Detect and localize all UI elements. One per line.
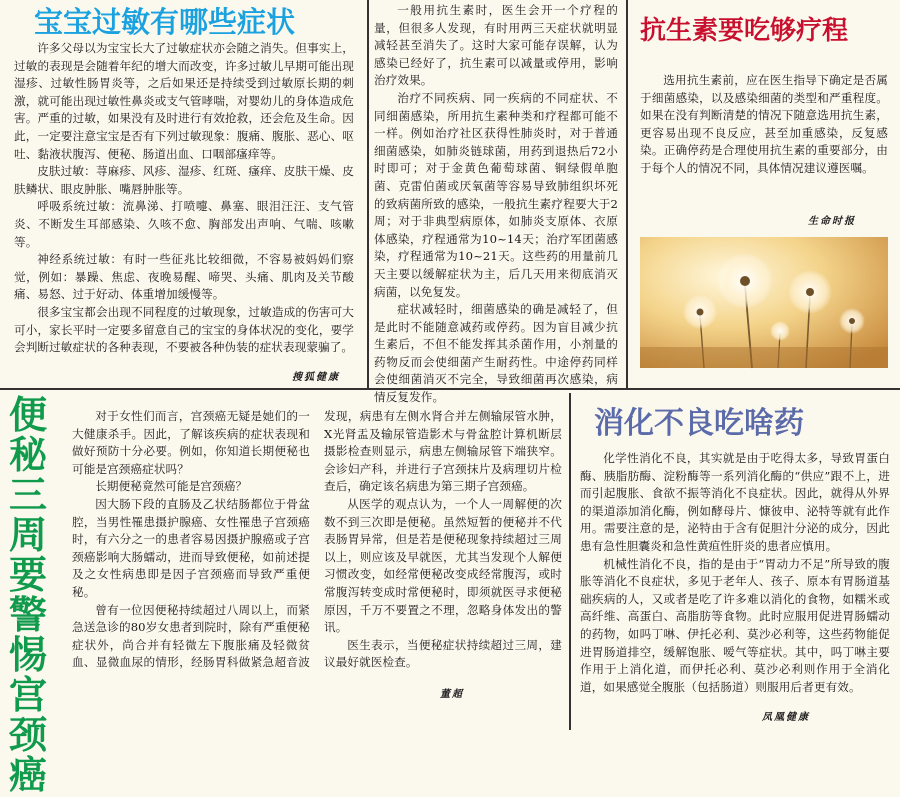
article5-title: 消化不良吃啥药 [594,406,804,441]
dandelion-illustration [640,237,888,368]
article2-paragraph: 治疗不同疾病、同一疾病的不同症状、不同细菌感染，所用抗生素种类和疗程都可能不一样。例如治疗社区获得性肺炎时，对于普通细菌感染，如肺炎链球菌，用药到退热后72小时即可；对于金黄色葡萄球菌、铜绿假单胞菌、克雷伯菌或厌氧菌等容易导致肺组织坏死的致病菌所致的感染，一般抗生素疗程要大于2周；对于非典型病原体，如肺炎支原体、衣原体感染，疗程通常为10~14天；治疗军团菌感染，疗程通常为10~21天。这些药的用量前几天主要以缓解症状为主，后几天用来彻底消灭病菌，以免复发。 [374,90,618,299]
article1-paragraph: 神经系统过敏：有时一些征兆比较细微，不容易被妈妈们察觉，例如：暴躁、焦虑、夜晚易醒、啼哭、头痛、肌肉及关节酸痛、易怒、过于好动、体重增加缓慢等。 [14,252,354,302]
article4-paragraph: 医生表示，当便秘症状持续超过三周，建议最好就医检查。 [324,637,562,670]
article4-credit: 董超 [440,689,464,700]
article4-title: 便 秘 三 周 要 警 惕 宫 颈 癌 [8,393,47,797]
article5-body [580,450,890,700]
article5-paragraph: 机械性消化不良，指的是由于“胃动力不足”所导致的腹胀等消化不良症状，多见于老年人、孩子、原本有胃肠道基础疾病的人，又或者是吃了许多难以消化的食物，如糯米或高纤维、高蛋白、高脂肪等食物。此时应服用促进胃肠蠕动的药物，如吗丁啉、伊托必利、莫沙必利等，这些药物能促进胃肠道排空，缓解饱胀、嗳气等症状。其中，吗丁啉主要作用于上消化道，而伊托必利、莫沙必利则作用于全消化道，如果感觉全腹胀（包括肠道）则服用后者更有效。 [580,556,890,694]
article5-credit: 凤凰健康 [762,712,810,723]
vertical-rule-bottom [569,393,571,730]
article4-paragraph: 曾有一位因便秘持续超过八周以上，而紧急送急诊的80岁女患者到院时，除有严重便秘症状外，尚合并有轻微左下腹胀痛及轻微贫血、显微血尿的情形，经肠胃科做紧急超音波发现，病患有左侧水肾合并左侧输尿管水肿，X光肾盂及输尿管造影术与骨盆腔计算机断层摄影检查则显示，病患左侧输尿管下端狭窄。会诊妇产科，并进行子宫颈抹片及病理切片检查后，确定该名病患为第三期子宫颈癌。 [72,409,562,670]
article1-body [14,40,354,360]
vertical-rule-left [367,0,369,388]
article4-paragraph: 对于女性们而言，宫颈癌无疑是她们的一大健康杀手。因此，了解该疾病的症状表现和做好预防十分必要。例如，你知道长期便秘也可能是宫颈癌症状吗？ [72,409,310,476]
article4-body [72,408,562,680]
article1-paragraph: 许多父母以为宝宝长大了过敏症状亦会随之消失。但事实上，过敏的表现是会随着年纪的增大而改变，许多过敏儿早期可能出现湿疹、过敏性肠胃炎等，之后如果还是持续受到过敏原长期的刺激，就可能出现过敏性鼻炎或支气管哮喘，对婴幼儿的身体造成危害。严重的过敏，如果没有及时进行有效抢救，还会危及生命。因此，一定要注意宝宝是否有下列过敏现象：腹痛、腹胀、恶心、呕吐、黏液状腹泻、便秘、肠道出血、口咽部瘙痒等。 [14,41,354,161]
article1-title: 宝宝过敏有哪些症状 [34,5,296,39]
article4-paragraph: 从医学的观点认为，一个人一周解便的次数不到三次即是便秘。虽然短暂的便秘并不代表肠胃异常，但是若是便秘现象持续超过三周以上，则应该及早就医，尤其当发现个人解便习惯改变，如经常便秘改变成经常腹泻，或时常腹泻转变成时常便秘时，即须就医寻求便秘原因，千万不要置之不理，忽略身体发出的警讯。 [324,496,562,635]
article2-body [374,2,618,405]
article1-paragraph: 呼吸系统过敏：流鼻涕、打喷嚏、鼻塞、眼泪汪汪、支气管炎、不断发生耳部感染、久咳不愈、胸部发出声响、气喘、咳嗽等。 [14,199,354,249]
article5-paragraph: 化学性消化不良，其实就是由于吃得太多，导致胃蛋白酶、胰脂肪酶、淀粉酶等一系列消化酶的“供应”跟不上，进而引起腹胀、食欲不振等消化不良症状。因此，就得从外界的渠道添加消化酶，例如酵母片、慷彼申、泌特等就有此作用。需要注意的是，泌特由于含有促胆汁分泌的成分，因此患有急性胆囊炎和急性黄疸性肝炎的患者应慎用。 [580,451,890,553]
article2-paragraph: 一般用抗生素时，医生会开一个疗程的量，但很多人发现，有时用两三天症状就明显减轻甚至消失了。这时大家可能存误解，认为感染已经好了，抗生素可以减量或停用，影响治疗效果。 [374,3,618,88]
article3-body [640,72,888,192]
article3-credit: 生命时报 [808,216,856,227]
article4-paragraph: 因大肠下段的直肠及乙状结肠都位于骨盆腔，当男性罹患摄护腺癌、女性罹患子宫颈癌时，有六分之一的患者容易因摄护腺癌或子宫颈癌影响大肠蠕动，进而导致便秘，如前述提及之女性病患即是因子宫颈癌而导致严重便秘。 [72,496,310,599]
article1-credit: 搜狐健康 [292,372,340,383]
vertical-rule-right [626,0,628,388]
article4-paragraph: 长期便秘竟然可能是宫颈癌？ [95,479,248,494]
article3-title: 抗生素要吃够疗程 [640,16,849,46]
article1-paragraph: 很多宝宝都会出现不同程度的过敏现象，过敏造成的伤害可大可小，家长平时一定要多留意自己的宝宝的身体状况的变化，要学会判断过敏症状的各种表现，不要被各种伪装的症状表现蒙骗了。 [14,304,354,355]
article2-paragraph: 症状减轻时，细菌感染的确是减轻了，但是此时不能随意减药或停药。因为盲目减少抗生素后，不但不能发挥其杀菌作用，小剂量的药物反而会使细菌产生耐药性。中途停药同样会使细菌消灭不完全，导致细菌再次感染，病情反复发作。 [374,302,618,405]
article1-paragraph: 皮肤过敏：荨麻疹、风疹、湿疹、红斑、瘙痒、皮肤干燥、皮肤鳞状、眼皮肿胀、嘴唇肿胀等。 [14,164,354,196]
dandelion-photo [640,237,888,368]
article3-paragraph: 选用抗生素前，应在医生指导下确定是否属于细菌感染，以及感染细菌的类型和严重程度。如果在没有判断清楚的情况下随意选用抗生素，更容易出现不良反应，甚至加重感染，反复感染。正确停药是合理使用抗生素的重要部分，由于每个人的情况不同，具体情况建议遵医嘱。 [640,73,888,175]
